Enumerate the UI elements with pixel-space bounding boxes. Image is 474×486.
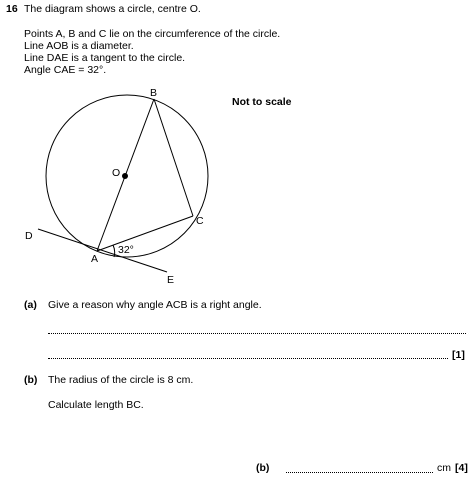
part-b-instruction: Calculate length BC.: [48, 399, 144, 411]
fact-line-2: Line AOB is a diameter.: [24, 40, 134, 52]
answer-line-b[interactable]: [286, 472, 433, 473]
label-a: A: [91, 253, 99, 265]
part-b-unit: cm: [437, 462, 451, 474]
question-intro: The diagram shows a circle, centre O.: [24, 3, 201, 15]
chord-ac: [97, 216, 193, 251]
fact-line-3: Line DAE is a tangent to the circle.: [24, 52, 186, 64]
part-b-question: The radius of the circle is 8 cm.: [48, 374, 194, 386]
part-b-tag: (b): [24, 374, 38, 386]
part-b-marks: [4]: [455, 462, 468, 474]
part-b-answer-tag: (b): [256, 462, 270, 474]
angle-label: 32°: [118, 244, 134, 256]
fact-line-1: Points A, B and C lie on the circumference of the circle.: [24, 28, 281, 40]
answer-line-a1[interactable]: [48, 333, 466, 334]
part-a-question: Give a reason why angle ACB is a right angle.: [48, 299, 262, 311]
label-b: B: [150, 87, 158, 99]
scale-note: Not to scale: [232, 96, 292, 108]
centre-point: [122, 173, 128, 179]
label-e: E: [167, 274, 175, 286]
answer-line-a2[interactable]: [48, 358, 448, 359]
question-number: 16: [6, 3, 18, 15]
label-c: C: [196, 215, 204, 227]
chord-bc: [154, 99, 193, 216]
part-a-tag: (a): [24, 299, 37, 311]
angle-arc: [113, 245, 115, 257]
part-a-marks: [1]: [452, 349, 465, 361]
fact-line-4: Angle CAE = 32°.: [24, 64, 107, 76]
label-o: O: [112, 167, 121, 179]
label-d: D: [25, 230, 33, 242]
